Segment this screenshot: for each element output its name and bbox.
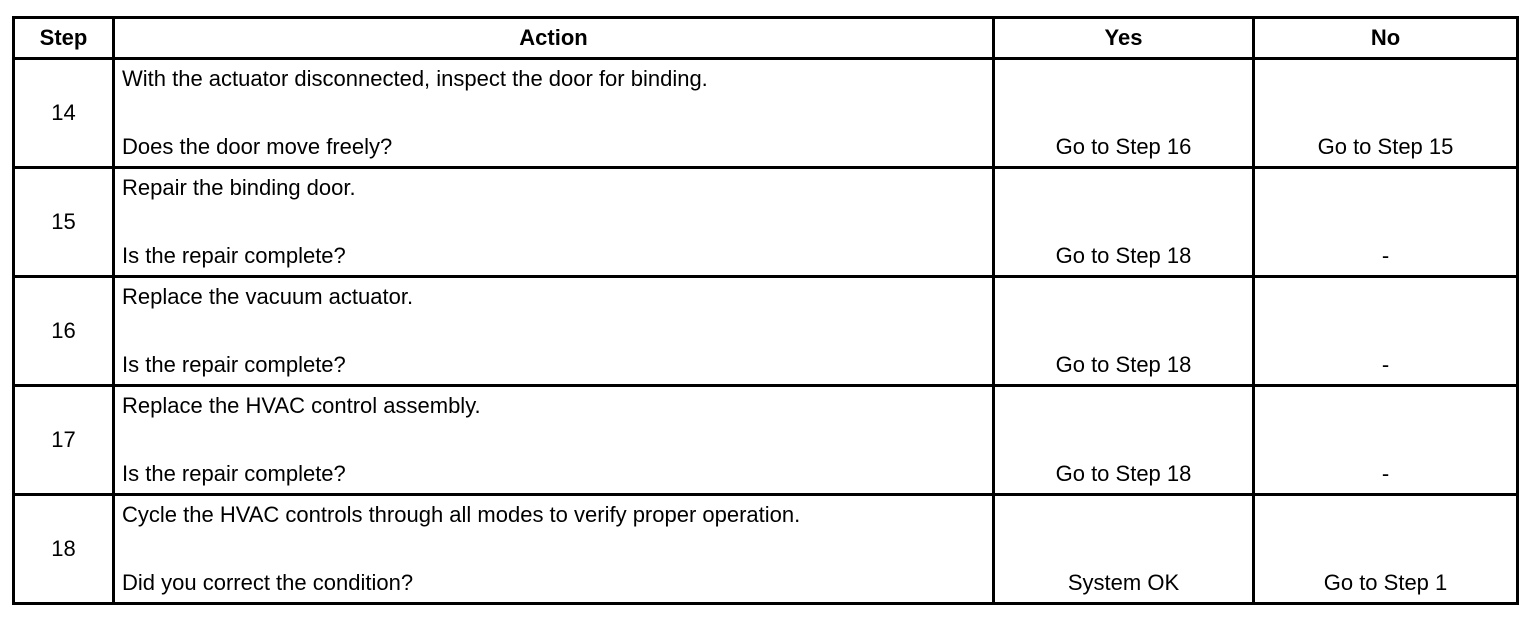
no-result: Go to Step 15: [1317, 134, 1454, 159]
yes-cell: [994, 59, 1254, 168]
action-instruction: With the actuator disconnected, inspect the door for binding.: [122, 66, 708, 91]
header-step: Step: [14, 18, 114, 59]
no-cell: [1254, 386, 1518, 495]
action-instruction: Cycle the HVAC controls through all modes to verify proper operation.: [122, 502, 801, 527]
yes-cell: [994, 168, 1254, 277]
diagnostic-table: [12, 16, 1519, 605]
no-result: Go to Step 1: [1323, 570, 1448, 595]
header-yes: Yes: [994, 18, 1254, 59]
action-cell: [114, 59, 994, 168]
action-cell: [114, 495, 994, 604]
no-cell: [1254, 168, 1518, 277]
yes-cell: [994, 277, 1254, 386]
no-result: -: [1381, 352, 1390, 377]
action-question: Did you correct the condition?: [122, 570, 414, 595]
yes-result: Go to Step 18: [1055, 461, 1192, 486]
step-number: 17: [14, 386, 114, 495]
header-no: No: [1254, 18, 1518, 59]
action-question: Is the repair complete?: [122, 243, 346, 268]
header-row: [14, 18, 1518, 59]
yes-result: Go to Step 16: [1055, 134, 1192, 159]
action-instruction: Replace the vacuum actuator.: [122, 284, 414, 309]
action-cell: [114, 386, 994, 495]
no-cell: [1254, 495, 1518, 604]
step-number: 14: [14, 59, 114, 168]
no-cell: [1254, 277, 1518, 386]
no-result: -: [1381, 243, 1390, 268]
action-cell: [114, 168, 994, 277]
yes-result: Go to Step 18: [1055, 243, 1192, 268]
table-row: [14, 59, 1518, 168]
action-question: Does the door move freely?: [122, 134, 393, 159]
action-question: Is the repair complete?: [122, 461, 346, 486]
step-number: 15: [14, 168, 114, 277]
table-row: [14, 495, 1518, 604]
yes-cell: [994, 495, 1254, 604]
table-row: [14, 168, 1518, 277]
step-number: 18: [14, 495, 114, 604]
yes-result: Go to Step 18: [1055, 352, 1192, 377]
header-action: Action: [114, 18, 994, 59]
table-row: [14, 386, 1518, 495]
action-cell: [114, 277, 994, 386]
table-row: [14, 277, 1518, 386]
yes-result: System OK: [1067, 570, 1180, 595]
step-number: 16: [14, 277, 114, 386]
action-question: Is the repair complete?: [122, 352, 346, 377]
no-cell: [1254, 59, 1518, 168]
action-instruction: Repair the binding door.: [122, 175, 356, 200]
yes-cell: [994, 386, 1254, 495]
action-instruction: Replace the HVAC control assembly.: [122, 393, 481, 418]
no-result: -: [1381, 461, 1390, 486]
